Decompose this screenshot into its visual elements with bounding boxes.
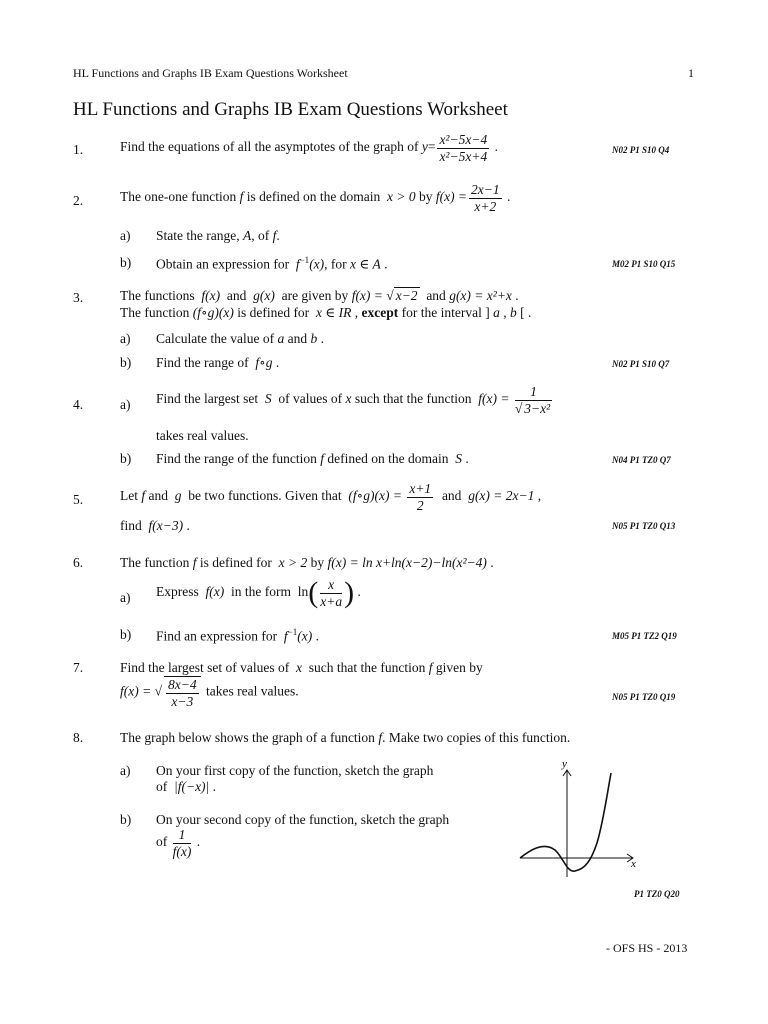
question-number: 5. [73,492,84,507]
part-label: a) [120,590,131,605]
page-number: 1 [688,66,694,80]
fraction: $\frac{8x-4}{x-3}$ [164,676,201,709]
part-a-text-line2: of |f(−x)| . [156,779,217,794]
part-label: a) [120,331,131,346]
question-number: 7. [73,660,84,675]
exam-reference: N04 P1 TZ0 Q7 [612,455,671,465]
part-b-text: On your second copy of the function, sketch the graph [156,812,450,827]
question-text: The one-one function f is defined on the domain x > 0 by f(x) = $\frac{2x-1}{x+2}$ . [120,182,511,214]
part-a-text: Express f(x) in the form ln( $\frac{x}{x+a}$ ) . [156,576,361,609]
part-a-text: On your first copy of the function, sketch the graph [156,763,434,778]
part-a-text-line2: takes real values. [156,428,249,443]
fraction: $\frac{\text{x²−5x−4}}{\text{x²−5x+4}}$ [439,132,488,164]
part-a-text: Find the largest set S of values of x such that the function f(x) = $\frac{1}{\text{√ 3−x²}}$ [156,384,551,416]
question-text-line2: f(x) = √ $\frac{8x-4}{x-3}$ takes real values. [120,677,299,709]
x-axis-label: x [631,858,636,870]
part-label: b) [120,812,132,827]
exam-reference: N05 P1 TZ0 Q13 [612,521,676,531]
part-label: b) [120,355,132,370]
exam-reference: M02 P1 S10 Q15 [612,259,676,269]
question-text: The function f is defined for x > 2 by f(x) = ln x+ln(x−2)−ln(x²−4) . [120,555,494,570]
question-number: 8. [73,730,84,745]
fraction: $\frac{x+1}{2}$ [409,481,432,513]
running-header: HL Functions and Graphs IB Exam Questions Worksheet [73,66,348,80]
exam-reference: P1 TZ0 Q20 [634,889,680,899]
part-b-text: Find the range of f∘g . [156,355,280,370]
question-text: The functions f(x) and g(x) are given by f(x) = √ x−2 and g(x) = x²+x . [120,288,519,303]
fraction: $\frac{1}{f(x)}$ [172,827,192,859]
exam-reference: N05 P1 TZ0 Q19 [612,692,676,702]
part-a-text: State the range, A, of f. [156,228,280,243]
fraction: $\frac{2x-1}{x+2}$ [471,182,500,214]
exam-reference: M05 P1 TZ2 Q19 [612,631,677,641]
part-b-text: Find an expression for $f^{-1}(x)$ . [156,627,319,644]
part-label: b) [120,255,132,270]
part-label: b) [120,627,132,642]
question-text: Let f and g be two functions. Given that (f∘g)(x) = $\frac{x+1}{2}$ and g(x) = 2x−1 , [120,481,542,513]
part-label: b) [120,451,132,466]
question-text-line2: The function (f∘g)(x) is defined for x ∈ IR , except for the interval ] a , b [ . [120,305,532,320]
fraction: $\frac{1}{\text{√ 3−x²}}$ [514,384,551,416]
part-b-text: Obtain an expression for $f^{-1}(x)$, for x ∈ A . [156,255,388,272]
page-footer: - OFS HS - 2013 [606,941,688,955]
question-number: 2. [73,193,84,208]
question-number: 6. [73,555,84,570]
question-text-line2: find f(x−3) . [120,518,190,533]
part-a-text: Calculate the value of a and b . [156,331,324,346]
fraction: $\frac{x}{x+a}$ [320,576,343,609]
y-axis-label: y [562,758,567,770]
question-number: 1. [73,142,84,157]
question-text: The graph below shows the graph of a function f. Make two copies of this function. [120,730,571,745]
question-number: 4. [73,397,84,412]
part-label: a) [120,228,131,243]
part-b-text: Find the range of the function f defined on the domain S . [156,451,469,466]
page-title: HL Functions and Graphs IB Exam Questions Worksheet [73,99,508,120]
part-b-text-line2: of $\frac{1}{f(x)}$ . [156,827,201,859]
question-number: 3. [73,290,84,305]
exam-reference: N02 P1 S10 Q7 [612,359,670,369]
part-label: a) [120,397,131,412]
exam-reference: N02 P1 S10 Q4 [612,145,670,155]
question-text: Find the largest set of values of x such that the function f given by [120,660,483,675]
question-text: Find the equations of all the asymptotes of the graph of y= $\frac{\text{x²−5x−4}}{\text{x²−5x+4}}$ . [120,132,498,164]
function-graph [515,755,640,880]
part-label: a) [120,763,131,778]
function-curve [520,773,611,871]
